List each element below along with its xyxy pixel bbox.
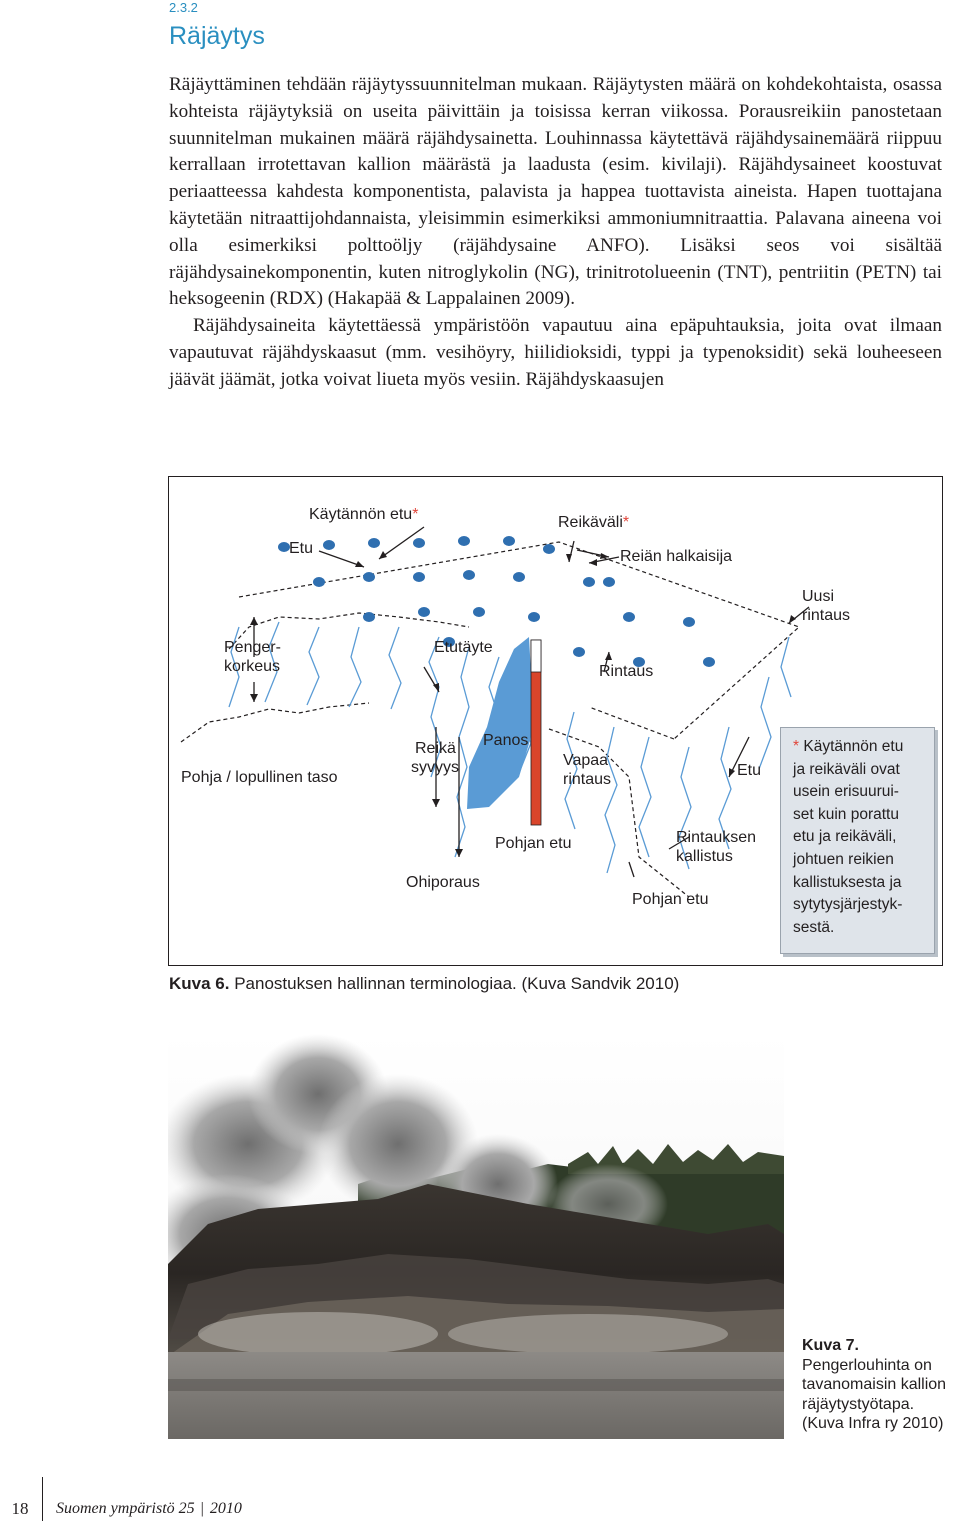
- page-number: 18: [11, 1499, 29, 1518]
- note-line: sytytysjärjestyk-: [793, 896, 903, 914]
- figure-6-diagram: [168, 476, 943, 966]
- label-reikavali: Reikäväli*: [558, 514, 630, 531]
- label-uusi: Uusi: [802, 588, 835, 605]
- label-pohjan-etu-mid: Pohjan etu: [495, 835, 572, 852]
- stemming-charge-shape: [467, 637, 534, 809]
- label-kaytannon-etu: Käytännön etu*: [309, 506, 419, 523]
- label-uusi-rintaus: rintaus: [802, 607, 851, 624]
- section-title: Räjäytys: [169, 22, 265, 50]
- label-penger: Penger-: [224, 639, 281, 656]
- label-etu-right: Etu: [737, 762, 762, 779]
- figure-note-box: [780, 727, 935, 954]
- label-rintaus: Rintaus: [599, 663, 654, 680]
- label-kallistus: kallistus: [676, 848, 733, 865]
- label-etu-top: Etu: [289, 540, 314, 557]
- note-line: set kuin porattu: [793, 805, 899, 823]
- paragraph-2: Räjähdysaineita käytettäessä ympäristöön vapautuu aina epäpuhtauksia, joita ovat ilmaan vapautuvat räjähdyskaasut (mm. vesihöyry, hiilidioksidi, typpi ja typenoksidit) sekä louheeseen jäävät jäämät, jotka voivat liueta myös vesiin. Räjähdyskaasujen: [169, 315, 942, 390]
- note-line: * Käytännön etu: [793, 738, 904, 755]
- note-line: sestä.: [793, 918, 835, 936]
- figure-7-photo: [168, 1034, 784, 1439]
- note-line: etu ja reikäväli,: [793, 828, 897, 846]
- note-line: ja reikäväli ovat: [793, 760, 900, 778]
- body-text: [169, 72, 942, 394]
- label-korkeus: korkeus: [224, 658, 281, 675]
- note-line: johtuen reikien: [793, 850, 894, 868]
- footer-publication: Suomen ympäristö 25 | 2010: [56, 1500, 242, 1517]
- label-vapaa: Vapaa: [563, 752, 609, 769]
- label-pohja: Pohja / lopullinen taso: [181, 769, 338, 786]
- label-syvyys: syvyys: [411, 759, 459, 776]
- figure-7-caption: Kuva 7. Pengerlouhinta on tavanomaisin kallion räjäytystyötapa. (Kuva Infra ry 2010): [802, 1337, 947, 1432]
- section-number: 2.3.2: [169, 0, 198, 15]
- label-pohjan-etu-low: Pohjan etu: [632, 891, 709, 908]
- label-rintauksen: Rintauksen: [676, 829, 757, 846]
- blast-photo-illustration: [168, 1034, 784, 1439]
- figure-6-caption: Kuva 6. Panostuksen hallinnan terminologiaa. (Kuva Sandvik 2010): [169, 974, 680, 993]
- note-line: usein erisuurui-: [793, 783, 899, 801]
- footer-divider: [42, 1477, 43, 1521]
- label-panos: Panos: [483, 732, 529, 749]
- paragraph-1: Räjäyttäminen tehdään räjäytyssuunnitelman mukaan. Räjäytysten määrä on kohdekohtaista, osassa kohteista räjäytyksiä on useita päivittäin ja toisissa kerran viikossa. Porausreikiin panostetaan suunnitelman mukainen määrä räjähdysainetta. Louhinnassa käytettävä räjähdysainemäärä riippuu kerrallaan irrotettavan kallion määrästä ja laadusta (esim. kivilaji). Räjähdysaineet koostuvat periaatteessa kahdesta komponentista, palavista ja happea tuottavista aineista. Hapen tuottajana käytetään nitraattijohdannaista, yleisimmin esimerkiksi ammoniumnitraattia. Palavana aineena voi olla esimerkiksi polttoöljy (räjähdysaine ANFO). Lisäksi seos voi sisältää räjähdysainekomponentin, kuten nitroglykolin (NG), trinitrotolueenin (TNT), pentriitin (PETN) tai heksogeenin (RDX) (Hakapää & Lappalainen 2009).: [169, 74, 942, 310]
- label-etutayte: Etutäyte: [434, 639, 493, 656]
- note-line: kallistuksesta ja: [793, 873, 902, 891]
- label-reika: Reikä: [415, 740, 456, 757]
- label-reian-halkaisija: Reiän halkaisija: [620, 548, 733, 565]
- label-vapaa-rintaus: rintaus: [563, 771, 612, 788]
- label-ohiporaus: Ohiporaus: [406, 874, 480, 891]
